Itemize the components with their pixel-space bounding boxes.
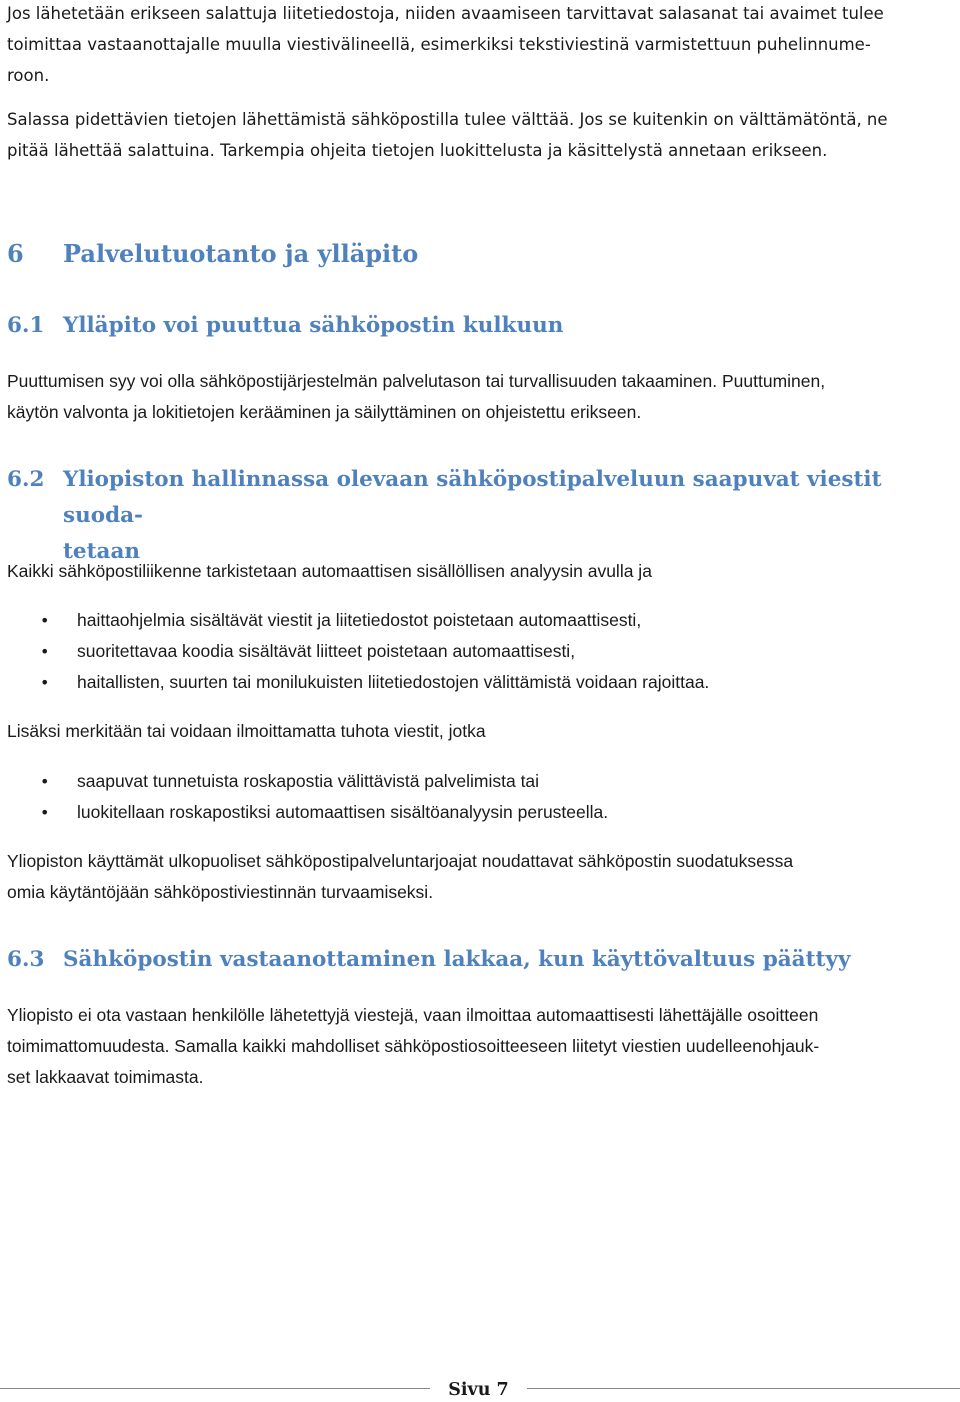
list-item: • luokitellaan roskapostiksi automaattisen sisältöanalyysin perusteella. (0, 797, 950, 828)
section-6-2-intro: Kaikki sähköpostiliikenne tarkistetaan automaattisen sisällöllisen analyysin avulla ja (7, 561, 652, 581)
bullet-icon: • (40, 642, 50, 661)
section-6-heading (7, 237, 418, 271)
page-footer (0, 1378, 960, 1402)
bullet-icon: • (40, 803, 50, 822)
section-6-3-heading (7, 942, 850, 978)
bullet-icon: • (40, 611, 50, 630)
section-6-1-heading (7, 308, 563, 344)
page-number: Sivu 7 (448, 1380, 509, 1400)
list-item: • suoritettavaa koodia sisältävät liitteet poistetaan automaattisesti, (0, 636, 950, 667)
filter-bullet-list (0, 605, 950, 698)
section-6-3-body: Yliopisto ei ota vastaan henkilölle lähetettyjä viestejä, vaan ilmoittaa automaattisesti lähettäjälle osoitteen toimimattomuudesta. Samalla kaikki mahdolliset sähköpostiosoitteeseen liitetyt viestien uudelleenohjauk- set lakkaavat toimimasta. (7, 1005, 820, 1087)
spam-bullet-list (0, 766, 950, 828)
intro-paragraph-1: Jos lähetetään erikseen salattuja liitetiedostoja, niiden avaamiseen tarvittavat salasanat tai avaimet tulee toimittaa vastaanottajalle muulla viestivälineellä, esimerkiksi tekstiviestinä varmistettuun puhelinnume- roon. (7, 4, 884, 85)
section-6-title: Palvelutuotanto ja ylläpito (63, 239, 419, 268)
intro-paragraph-2: Salassa pidettävien tietojen lähettämistä sähköpostilla tulee välttää. Jos se kuitenkin on välttämätöntä, ne pitää lähettää salattuina. Tarkempia ohjeita tietojen luokittelusta ja käsittelystä annetaan erikseen. (7, 110, 888, 160)
section-6-2-heading (7, 462, 952, 570)
section-6-3-number: 6.3 (7, 947, 45, 972)
section-6-2-title: Yliopiston hallinnassa olevaan sähköpostipalveluun saapuvat viestit suoda- tetaan (63, 467, 882, 564)
section-6-1-title: Ylläpito voi puuttua sähköpostin kulkuun (63, 313, 564, 338)
section-6-2-number: 6.2 (7, 467, 45, 492)
section-6-2-closing: Yliopiston käyttämät ulkopuoliset sähköpostipalveluntarjoajat noudattavat sähköpostin suodatuksessa omia käytäntöjään sähköpostiviestinnän turvaamiseksi. (7, 851, 794, 902)
section-6-number: 6 (7, 239, 24, 268)
bullet-icon: • (40, 772, 50, 791)
footer-rule-left (0, 1388, 430, 1389)
bullet-icon: • (40, 673, 50, 692)
section-6-1-body: Puuttumisen syy voi olla sähköpostijärjestelmän palvelutason tai turvallisuuden takaaminen. Puuttuminen, käytön valvonta ja lokitietojen kerääminen ja säilyttäminen on ohjeistettu erikseen. (7, 371, 826, 422)
section-6-2-middle: Lisäksi merkitään tai voidaan ilmoittamatta tuhota viestit, jotka (7, 721, 486, 741)
footer-rule-right (527, 1388, 960, 1389)
list-item: • saapuvat tunnetuista roskapostia välittävistä palvelimista tai (0, 766, 950, 797)
list-item: • haittaohjelmia sisältävät viestit ja liitetiedostot poistetaan automaattisesti, (0, 605, 950, 636)
list-item: • haitallisten, suurten tai monilukuisten liitetiedostojen välittämistä voidaan rajoittaa. (0, 667, 950, 698)
section-6-1-number: 6.1 (7, 313, 45, 338)
section-6-3-title: Sähköpostin vastaanottaminen lakkaa, kun käyttövaltuus päättyy (63, 947, 851, 972)
